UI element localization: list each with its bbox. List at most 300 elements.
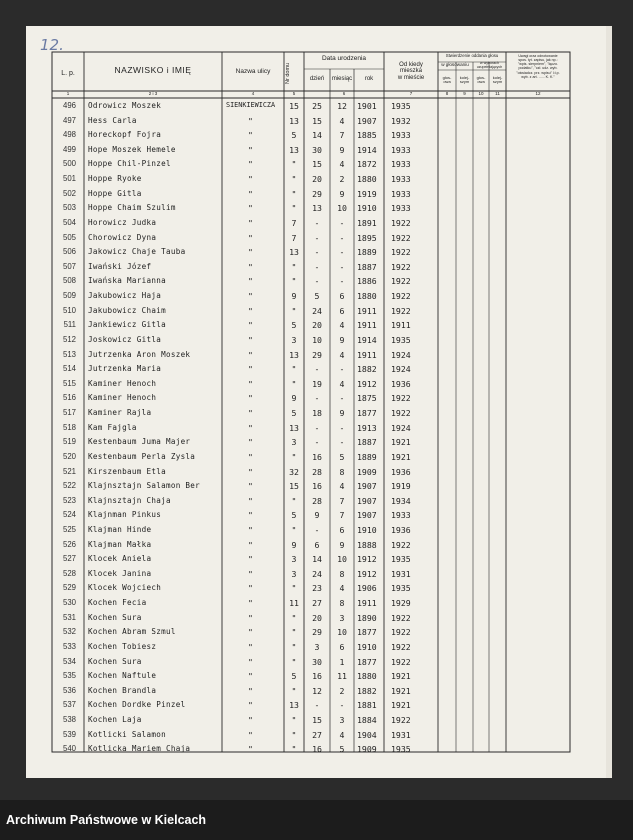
row-street: " [248,217,253,228]
row-since: 1932 [391,115,411,126]
row-year: 1907 [357,510,377,521]
row-name: Chorowicz Dyna [88,232,157,242]
row-street: " [248,598,253,609]
row-street: " [248,422,253,433]
row-street: " [248,378,253,389]
row-month: - [339,247,345,258]
row-house: 7 [291,217,297,228]
row-day: - [314,524,320,535]
row-day: 15 [312,715,322,726]
row-lp: 501 [62,174,76,184]
header-supplementary [473,62,506,70]
row-month: 6 [339,291,345,302]
row-name: Kestenbaum Perla Zysla [88,451,196,461]
row-since: 1931 [391,729,411,740]
row-day: 30 [312,656,322,667]
row-name: Horeckopf Fojra [88,130,162,140]
row-name: Horowicz Judka [88,217,157,227]
row-since: 1922 [391,627,411,638]
row-year: 1904 [357,729,377,740]
header-voting-title: Stwierdzenie oddania głosu [445,53,499,58]
row-since: 1911 [391,320,411,331]
row-month: 3 [339,612,345,623]
header-since-line2: mieszka [399,68,422,75]
row-name: Jutrzenka Aron Moszek [88,349,191,359]
row-house: " [291,729,297,740]
row-name: Kochen Sura [88,612,142,622]
row-house: 3 [291,334,297,345]
row-day: 15 [312,159,322,170]
row-year: 1912 [357,554,377,565]
row-name: Klocek Aniela [88,554,152,564]
colnum-11: 12 [535,91,541,96]
header-notes-line4: podatku", "czł. udz. wyb. [518,66,558,71]
row-year: 1872 [357,159,377,170]
row-lp: 516 [62,393,76,403]
row-name: Klocek Wojciech [88,583,162,593]
row-name: Kirszenbaum Etla [88,466,166,476]
row-house: 9 [291,393,297,404]
row-house: " [291,364,297,375]
header-birth-date: Data urodzenia [321,55,367,62]
row-street: " [248,641,253,652]
row-house: " [291,159,297,170]
row-day: 29 [312,349,322,360]
row-since: 1922 [391,247,411,258]
row-since: 1933 [391,203,411,214]
row-name: Kochen Tobiesz [88,641,157,651]
row-month: 4 [339,583,345,594]
row-month: - [339,276,345,287]
row-street: " [248,437,253,448]
header-year: rok [364,76,374,82]
row-year: 1887 [357,437,377,448]
header-day: dzień [309,76,325,82]
row-lp: 538 [62,715,76,725]
row-month: 8 [339,598,345,609]
row-lp: 534 [62,656,76,666]
row-house: 3 [291,437,297,448]
row-year: 1886 [357,276,377,287]
row-street: " [248,685,253,696]
header-col10 [473,76,489,84]
row-name: Kochen Abram Szmul [88,627,176,637]
row-house: 5 [291,320,297,331]
row-month: 9 [339,408,345,419]
row-year: 1882 [357,685,377,696]
row-name: Kestenbaum Juma Majer [88,437,191,447]
row-month: 1 [339,656,345,667]
row-lp: 510 [62,305,76,315]
row-month: 9 [339,539,345,550]
row-name: Klajman Hinde [88,524,152,534]
row-house: " [291,174,297,185]
row-year: 1910 [357,524,377,535]
row-year: 1881 [357,700,377,711]
row-street: " [248,466,253,477]
row-month: 8 [339,568,345,579]
row-since: 1922 [391,305,411,316]
row-name: Kochen Sura [88,656,142,666]
row-street: " [248,481,253,492]
row-year: 1895 [357,232,377,243]
row-house: 5 [291,408,297,419]
row-day: 9 [314,510,320,521]
row-house: 3 [291,554,297,565]
row-name: Klajnsztajn Chaja [88,495,171,505]
row-house: " [291,378,297,389]
row-lp: 537 [62,700,76,710]
row-since: 1922 [391,291,411,302]
row-name: Klajnsztajn Salamon Ber [88,481,201,491]
row-since: 1922 [391,232,411,243]
row-street: " [248,451,253,462]
header-col11 [489,76,506,84]
row-lp: 511 [63,320,76,330]
row-year: 1875 [357,393,377,404]
row-day: 18 [312,408,322,419]
row-name: Klajnman Pinkus [88,510,162,520]
row-street: SIENKIEWICZA [226,101,276,109]
row-month: 9 [339,144,345,155]
row-day: - [314,364,320,375]
header-col9-line1: kolej- [459,75,470,80]
row-year: 1910 [357,203,377,214]
row-lp: 509 [62,291,76,301]
header-since-line3: w mieście [397,74,425,81]
row-lp: 525 [62,524,76,534]
row-lp: 523 [62,495,76,505]
row-name: Kochen Fecia [88,598,147,608]
row-street: " [248,744,253,755]
row-year: 1880 [357,174,377,185]
row-month: 9 [339,188,345,199]
row-month: 4 [339,349,345,360]
row-year: 1890 [357,612,377,623]
header-supp-line1: w wyborach [480,61,499,65]
row-month: 7 [339,510,345,521]
row-name: Kochen Naftule [88,671,157,681]
row-month: 3 [339,715,345,726]
row-month: 4 [339,729,345,740]
header-house: Nr domu [285,62,291,84]
header-col11-line1: kolej- [492,75,503,80]
row-since: 1935 [391,744,411,755]
row-name: Kotlicka Mariem Chaja [88,744,191,754]
row-year: 1909 [357,744,377,755]
row-lp: 513 [62,349,76,359]
row-since: 1933 [391,188,411,199]
row-house: 9 [291,539,297,550]
row-month: 4 [339,320,345,331]
row-street: " [248,247,253,258]
row-day: 10 [312,334,322,345]
row-street: " [248,334,253,345]
row-house: " [291,495,297,506]
header-col8 [438,76,456,84]
row-since: 1922 [391,276,411,287]
row-street: " [248,261,253,272]
row-since: 1924 [391,364,411,375]
row-house: 3 [291,568,297,579]
row-name: Hope Moszek Hemele [88,144,176,154]
row-since: 1919 [391,481,411,492]
row-day: 29 [312,188,322,199]
row-day: 16 [312,744,322,755]
row-street: " [248,510,253,521]
row-month: 5 [339,451,345,462]
row-name: Klajman Małka [88,539,152,549]
row-name: Kaminer Rajla [88,408,152,418]
row-year: 1891 [357,217,377,228]
row-name: Iwańska Marianna [88,276,166,286]
row-street: " [248,568,253,579]
row-lp: 505 [62,232,76,242]
row-name: Joskowicz Gitla [88,334,162,344]
row-street: " [248,159,253,170]
row-since: 1921 [391,685,411,696]
row-year: 1911 [357,305,377,316]
row-street: " [248,203,253,214]
header-notes-line3: "wpis. sierpniem", "łączo. [518,62,558,67]
row-lp: 517 [62,408,76,418]
row-since: 1922 [391,393,411,404]
row-street: " [248,700,253,711]
row-lp: 514 [62,364,76,374]
row-since: 1935 [391,334,411,345]
row-name: Kochen Brandla [88,685,157,695]
row-month: 6 [339,641,345,652]
row-name: Kam Fajgla [88,422,137,432]
row-house: 13 [289,700,299,711]
row-name: Kaminer Henoch [88,393,157,403]
row-lp: 518 [62,422,76,432]
row-lp: 524 [62,510,76,520]
row-lp: 536 [62,685,76,695]
row-year: 1910 [357,641,377,652]
row-street: " [248,715,253,726]
row-lp: 497 [62,115,76,125]
row-lp: 508 [62,276,76,286]
row-month: 4 [339,378,345,389]
row-lp: 506 [62,247,76,257]
row-day: 27 [312,598,322,609]
row-year: 1911 [357,349,377,360]
row-day: - [314,437,320,448]
row-year: 1882 [357,364,377,375]
row-since: 1922 [391,656,411,667]
header-lp: L. p. [61,70,75,77]
row-year: 1884 [357,715,377,726]
row-year: 1914 [357,334,377,345]
row-year: 1914 [357,144,377,155]
row-year: 1901 [357,101,377,111]
row-day: 14 [312,130,322,141]
row-house: " [291,715,297,726]
row-since: 1936 [391,466,411,477]
row-month: 5 [339,744,345,755]
row-year: 1877 [357,656,377,667]
header-col10-line1: głos- [476,75,486,80]
row-house: 7 [291,232,297,243]
row-house: " [291,524,297,535]
row-house: " [291,612,297,623]
row-house: 11 [289,598,299,609]
row-lp: 530 [62,598,76,608]
header-month: miesiąc [331,76,353,82]
row-street: " [248,671,253,682]
row-lp: 529 [62,583,76,593]
row-lp: 533 [62,641,76,651]
row-day: 29 [312,627,322,638]
row-since: 1924 [391,349,411,360]
row-month: 4 [339,481,345,492]
colnum-6: 7 [409,91,413,96]
row-year: 1880 [357,291,377,302]
header-notes-line5: "oświadcz. prz. wpisu" l.t.p. [516,70,560,75]
row-lp: 526 [62,539,76,549]
row-since: 1921 [391,451,411,462]
row-day: - [314,247,320,258]
row-name: Jakubowicz Chaim [88,305,166,315]
row-year: 1906 [357,583,377,594]
row-month: 2 [339,685,345,696]
row-since: 1933 [391,174,411,185]
row-since: 1935 [391,554,411,565]
row-house: 5 [291,671,297,682]
row-month: 6 [339,305,345,316]
row-month: 10 [337,554,347,565]
row-street: " [248,408,253,419]
row-month: 9 [339,334,345,345]
row-street: " [248,291,253,302]
row-street: " [248,393,253,404]
row-house: " [291,744,297,755]
row-name: Kaminer Henoch [88,378,157,388]
row-month: 11 [337,671,347,682]
row-day: 6 [314,539,320,550]
row-day: 20 [312,174,322,185]
row-day: - [314,276,320,287]
row-name: Jankiewicz Gitla [88,320,166,330]
row-month: 7 [339,130,345,141]
colnum-1: 1 [66,91,70,96]
row-year: 1877 [357,408,377,419]
page-number-note: 12. [40,36,64,54]
row-day: 12 [312,685,322,696]
header-col9 [456,76,473,84]
row-year: 1913 [357,422,377,433]
row-day: 16 [312,451,322,462]
row-day: 24 [312,568,322,579]
colnum-7: 8 [445,91,449,96]
row-street: " [248,612,253,623]
row-name: Hoppe Chaim Szulim [88,203,176,213]
row-house: 13 [289,144,299,155]
row-street: " [248,729,253,740]
row-day: 25 [312,101,322,111]
row-street: " [248,320,253,331]
row-name: Hoppe Ryoke [88,174,142,184]
row-street: " [248,349,253,360]
row-lp: 519 [62,437,76,447]
row-since: 1922 [391,261,411,272]
row-lp: 521 [62,466,76,476]
row-house: " [291,451,297,462]
row-lp: 496 [62,101,76,110]
row-month: - [339,232,345,243]
row-lp: 515 [62,378,76,388]
header-notes-line2: spos. tyt. zapisu, jak np.: [518,58,558,63]
row-house: " [291,261,297,272]
row-month: - [339,393,345,404]
row-day: 16 [312,671,322,682]
row-month: 6 [339,524,345,535]
row-day: 28 [312,466,322,477]
row-day: 5 [314,291,320,302]
row-day: 15 [312,115,322,126]
row-street: " [248,554,253,565]
row-house: " [291,627,297,638]
header-col11-line2: szym [492,79,503,85]
row-lp: 532 [62,627,76,637]
row-day: 20 [312,320,322,331]
header-street: Nazwa ulicy [235,68,271,75]
row-since: 1929 [391,598,411,609]
row-street: " [248,174,253,185]
row-street: " [248,305,253,316]
row-name: Jakubowicz Haja [88,291,162,301]
row-since: 1921 [391,671,411,682]
row-name: Hoppe Chil-Pinzel [88,159,171,169]
colnum-5: 6 [342,91,346,96]
row-month: 4 [339,115,345,126]
row-month: 4 [339,159,345,170]
row-month: - [339,422,345,433]
colnum-3: 4 [251,91,255,96]
row-month: 7 [339,495,345,506]
archive-footer: Archiwum Państwowe w Kielcach [0,800,633,840]
row-day: 27 [312,729,322,740]
header-general: w głosowaniu [441,62,469,67]
row-year: 1909 [357,466,377,477]
row-year: 1911 [357,598,377,609]
row-since: 1921 [391,437,411,448]
row-month: 2 [339,174,345,185]
row-house: 13 [289,422,299,433]
row-year: 1911 [357,320,377,331]
row-street: " [248,539,253,550]
row-lp: 507 [62,261,76,271]
row-day: 30 [312,144,322,155]
row-month: - [339,364,345,375]
header-supp-line2: uzupełniających [476,64,503,69]
row-street: " [248,583,253,594]
row-month: 10 [337,627,347,638]
row-day: - [314,232,320,243]
row-since: 1934 [391,495,411,506]
row-street: " [248,130,253,141]
row-day: 24 [312,305,322,316]
row-year: 1919 [357,188,377,199]
row-month: - [339,437,345,448]
row-lp: 531 [62,612,76,622]
row-since: 1933 [391,144,411,155]
row-day: - [314,393,320,404]
row-lp: 522 [62,481,76,491]
row-lp: 502 [62,188,76,198]
row-house: " [291,583,297,594]
